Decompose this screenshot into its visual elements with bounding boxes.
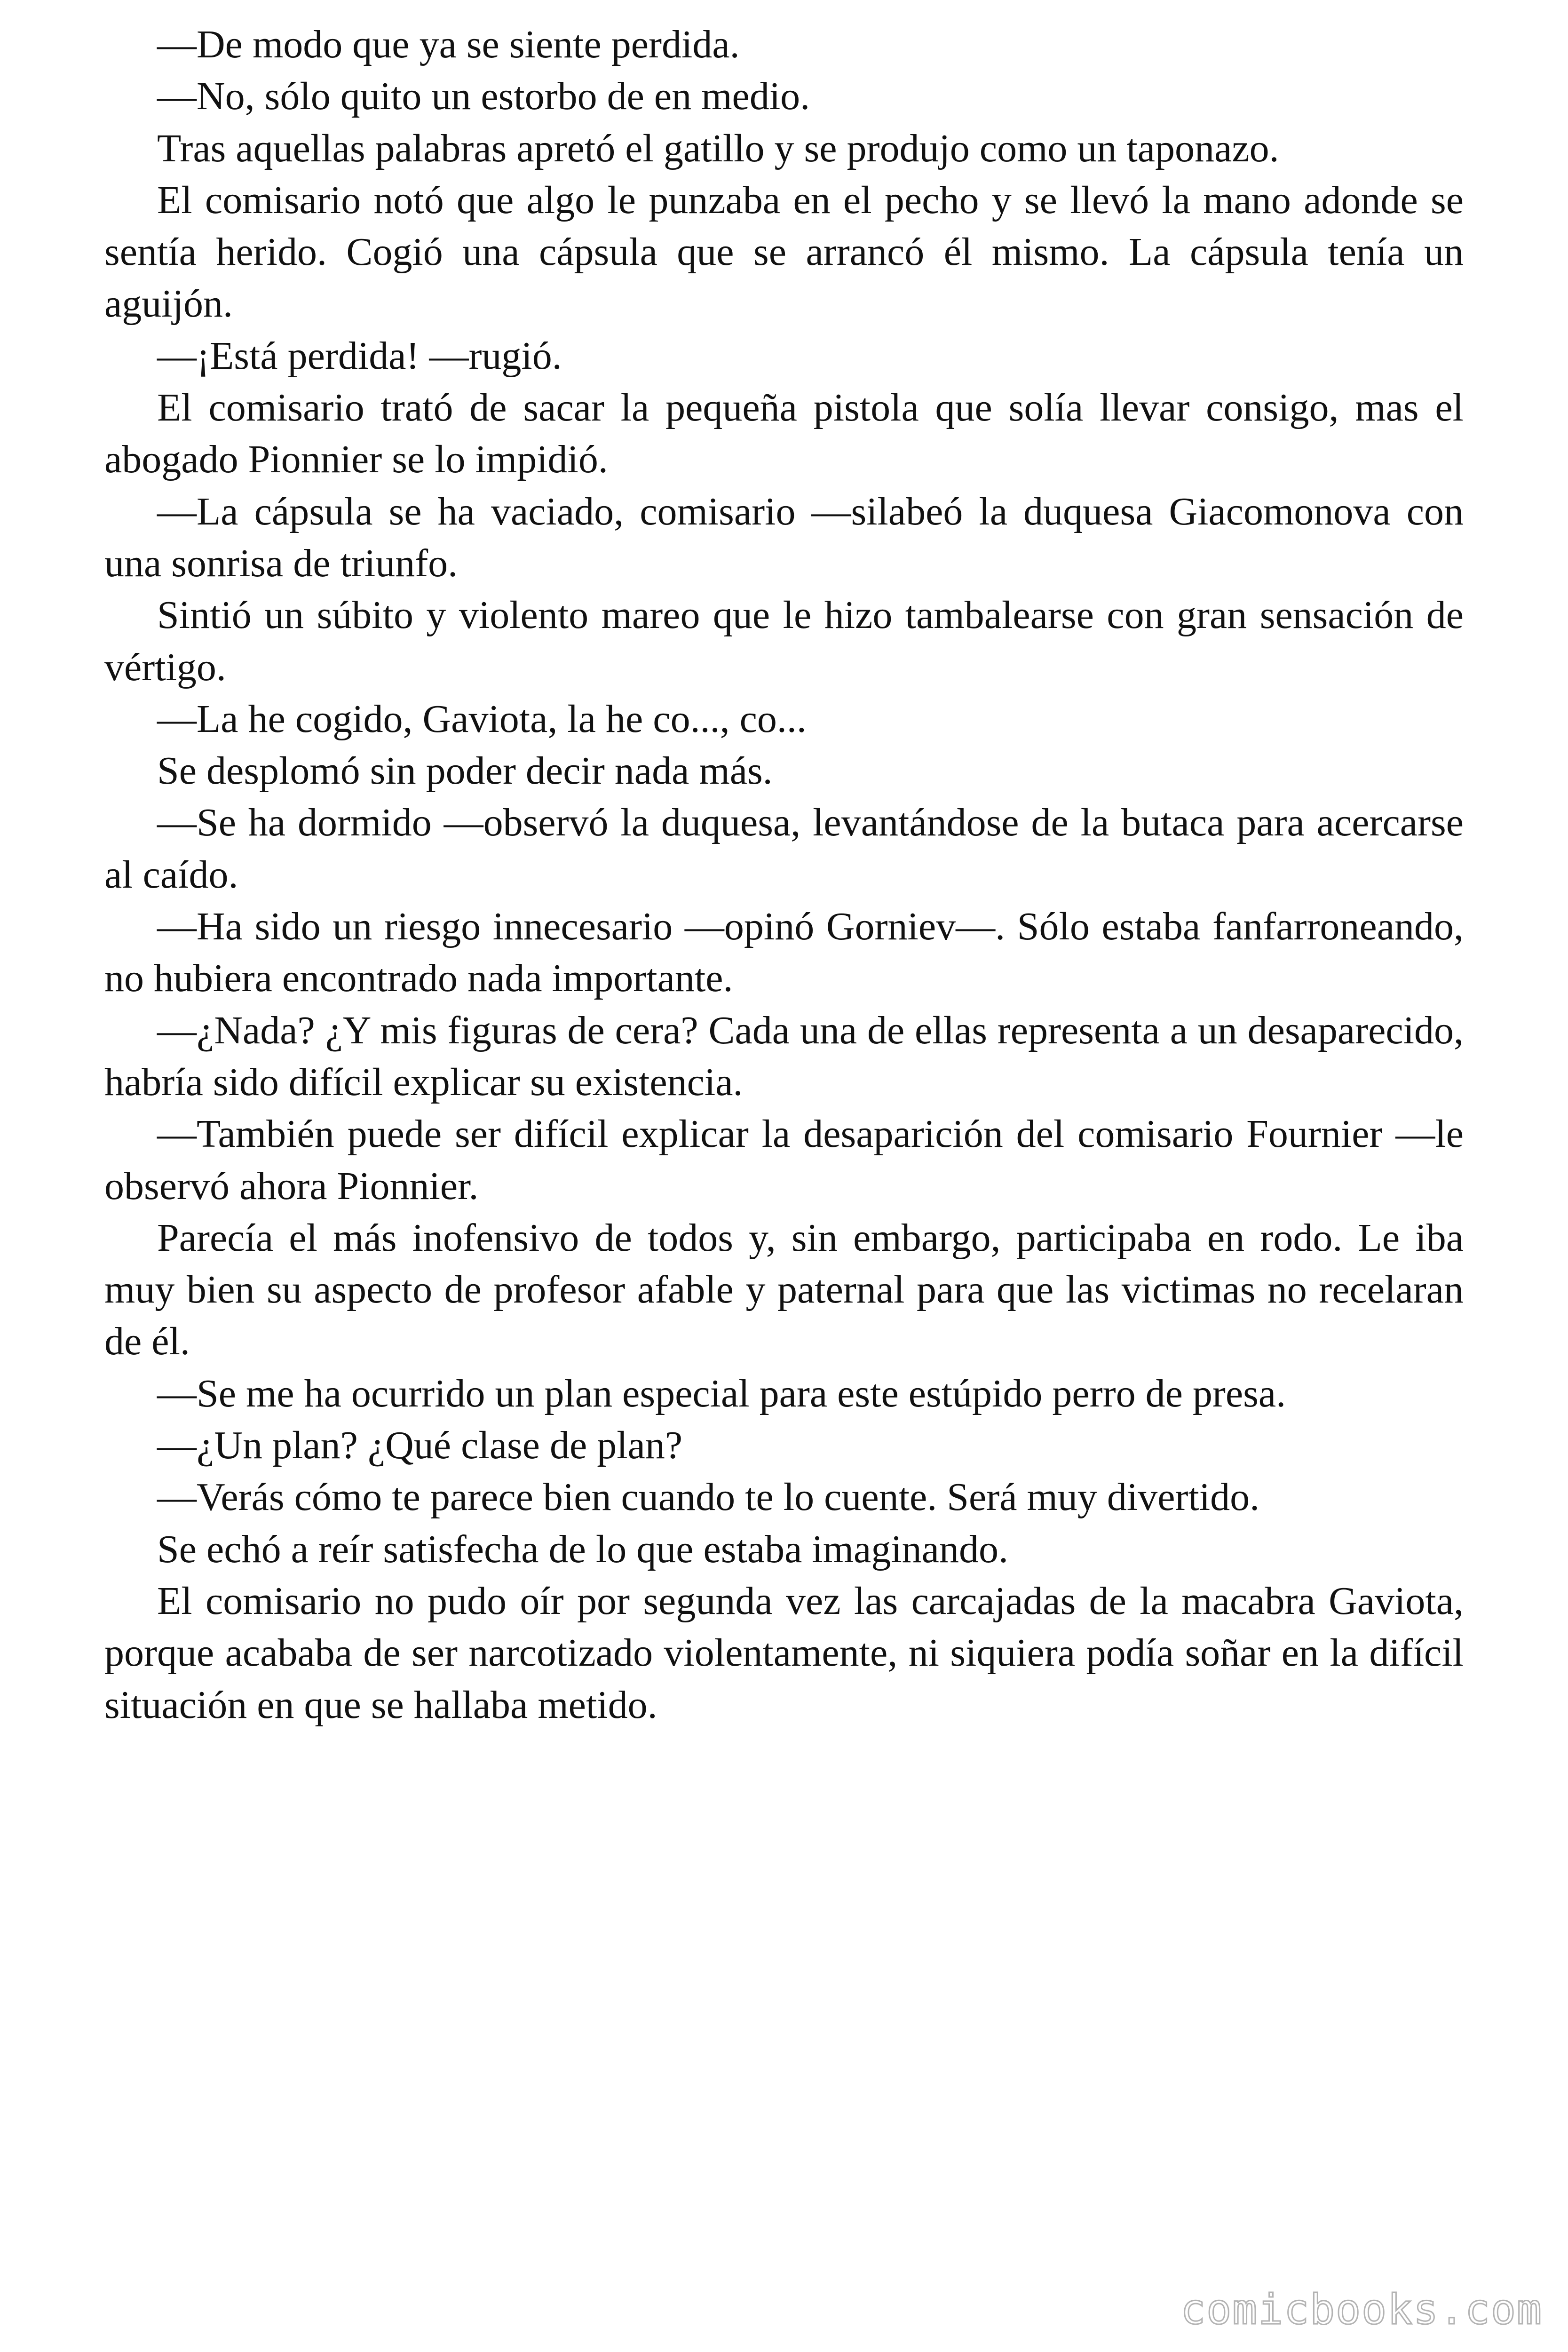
paragraph: —Se me ha ocurrido un plan especial para este estúpido perro de presa. [157, 1371, 1286, 1415]
paragraph: —De modo que ya se siente perdida. [157, 23, 740, 66]
paragraph: —La he cogido, Gaviota, la he co..., co... [157, 697, 807, 741]
paragraph: Se desplomó sin poder decir nada más. [157, 749, 773, 793]
paragraph: Sintió un súbito y violento mareo que le hizo tambalearse con gran sensación de vértigo. [104, 593, 1464, 689]
paragraph: —También puede ser difícil explicar la desaparición del comisario Fournier —le observó ahora Pionnier. [104, 1112, 1464, 1208]
paragraph: El comisario no pudo oír por segunda vez las carcajadas de la macabra Gaviota, porque acababa de ser narcotizado violentamente, ni siquiera podía soñar en la difícil situación en que se hallaba metido. [104, 1579, 1464, 1727]
paragraph: El comisario trató de sacar la pequeña pistola que solía llevar consigo, mas el abogado Pionnier se lo impidió. [104, 386, 1464, 482]
paragraph: Tras aquellas palabras apretó el gatillo y se produjo como un taponazo. [157, 126, 1279, 170]
paragraph: —Se ha dormido —observó la duquesa, levantándose de la butaca para acercarse al caído. [104, 801, 1464, 897]
page-text [104, 19, 1464, 1731]
paragraph: —Ha sido un riesgo innecesario —opinó Gorniev—. Sólo estaba fanfarroneando, no hubiera encontrado nada importante. [104, 905, 1464, 1001]
watermark: comicbooks.com [1180, 2285, 1543, 2334]
paragraph: —¿Nada? ¿Y mis figuras de cera? Cada una de ellas representa a un desaparecido, habría sido difícil explicar su existencia. [104, 1008, 1464, 1104]
paragraph: —¡Está perdida! —rugió. [157, 334, 562, 378]
paragraph: —Verás cómo te parece bien cuando te lo cuente. Será muy divertido. [157, 1475, 1260, 1519]
paragraph: —La cápsula se ha vaciado, comisario —silabeó la duquesa Giacomonova con una sonrisa de triunfo. [104, 489, 1464, 585]
paragraph: —No, sólo quito un estorbo de en medio. [157, 74, 810, 119]
paragraph: Parecía el más inofensivo de todos y, sin embargo, participaba en rodo. Le iba muy bien su aspecto de profesor afable y paternal para que las victimas no recelaran de él. [104, 1216, 1464, 1364]
paragraph: El comisario notó que algo le punzaba en el pecho y se llevó la mano adonde se sentía herido. Cogió una cápsula que se arrancó él mismo. La cápsula tenía un aguijón. [104, 178, 1464, 326]
paragraph: Se echó a reír satisfecha de lo que estaba imaginando. [157, 1527, 1008, 1571]
paragraph: —¿Un plan? ¿Qué clase de plan? [157, 1423, 683, 1468]
